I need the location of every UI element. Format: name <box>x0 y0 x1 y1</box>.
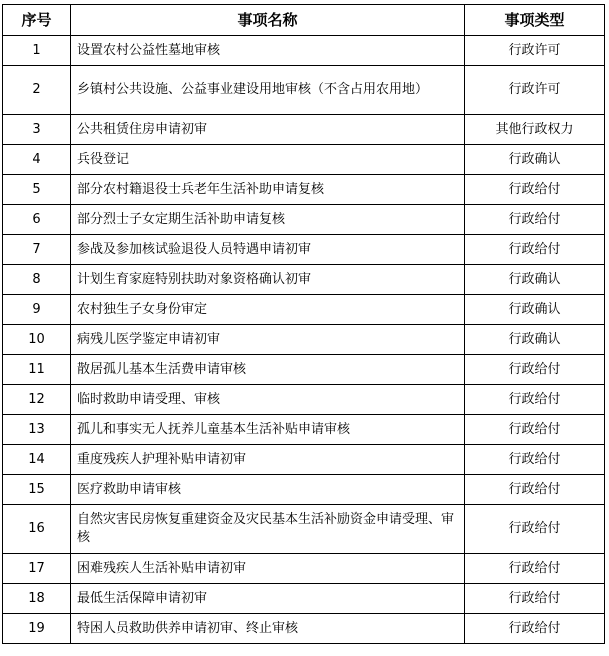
table-row <box>3 145 605 175</box>
row-type: 行政确认 <box>465 325 605 355</box>
row-name: 病残儿医学鉴定申请初审 <box>71 325 465 355</box>
table-row <box>3 235 605 265</box>
row-type: 行政确认 <box>465 295 605 325</box>
table-row <box>3 325 605 355</box>
row-name: 自然灾害民房恢复重建资金及灾民基本生活补励资金申请受理、审核 <box>71 505 465 554</box>
row-type: 行政给付 <box>465 505 605 554</box>
table-row <box>3 385 605 415</box>
row-name: 计划生育家庭特别扶助对象资格确认初审 <box>71 265 465 295</box>
row-name: 困难残疾人生活补贴申请初审 <box>71 554 465 584</box>
row-num: 8 <box>3 265 71 295</box>
row-name: 农村独生子女身份审定 <box>71 295 465 325</box>
row-num: 10 <box>3 325 71 355</box>
row-num: 2 <box>3 66 71 115</box>
row-type: 行政给付 <box>465 355 605 385</box>
row-num: 12 <box>3 385 71 415</box>
row-num: 14 <box>3 445 71 475</box>
table-row <box>3 115 605 145</box>
table-row <box>3 505 605 554</box>
row-type: 行政给付 <box>465 415 605 445</box>
row-num: 18 <box>3 584 71 614</box>
row-name: 孤儿和事实无人抚养儿童基本生活补贴申请审核 <box>71 415 465 445</box>
row-type: 行政给付 <box>465 175 605 205</box>
table-row <box>3 554 605 584</box>
row-num: 4 <box>3 145 71 175</box>
row-num: 19 <box>3 614 71 644</box>
row-name: 乡镇村公共设施、公益事业建设用地审核（不含占用农用地） <box>71 66 465 115</box>
table-row <box>3 445 605 475</box>
row-name: 兵役登记 <box>71 145 465 175</box>
matters-table <box>2 4 605 644</box>
row-name: 参战及参加核试验退役人员特遇申请初审 <box>71 235 465 265</box>
row-num: 7 <box>3 235 71 265</box>
header-type: 事项类型 <box>465 5 605 36</box>
table-row <box>3 66 605 115</box>
table-row <box>3 265 605 295</box>
table-row <box>3 475 605 505</box>
row-name: 临时救助申请受理、审核 <box>71 385 465 415</box>
row-type: 其他行政权力 <box>465 115 605 145</box>
row-num: 16 <box>3 505 71 554</box>
row-name: 部分烈士子女定期生活补助申请复核 <box>71 205 465 235</box>
row-name: 部分农村籍退役士兵老年生活补助申请复核 <box>71 175 465 205</box>
row-type: 行政许可 <box>465 66 605 115</box>
row-type: 行政给付 <box>465 614 605 644</box>
row-num: 9 <box>3 295 71 325</box>
row-num: 5 <box>3 175 71 205</box>
row-num: 1 <box>3 36 71 66</box>
row-num: 17 <box>3 554 71 584</box>
row-name: 散居孤儿基本生活费申请审核 <box>71 355 465 385</box>
row-type: 行政给付 <box>465 445 605 475</box>
table-row <box>3 295 605 325</box>
table-row <box>3 175 605 205</box>
row-num: 3 <box>3 115 71 145</box>
row-name: 设置农村公益性墓地审核 <box>71 36 465 66</box>
row-type: 行政确认 <box>465 265 605 295</box>
row-num: 15 <box>3 475 71 505</box>
table-row <box>3 205 605 235</box>
table-row <box>3 614 605 644</box>
row-name: 重度残疾人护理补贴申请初审 <box>71 445 465 475</box>
row-type: 行政给付 <box>465 584 605 614</box>
row-type: 行政给付 <box>465 235 605 265</box>
row-num: 11 <box>3 355 71 385</box>
table-row <box>3 584 605 614</box>
table-row <box>3 355 605 385</box>
table-row <box>3 415 605 445</box>
row-name: 医疗救助申请审核 <box>71 475 465 505</box>
row-type: 行政给付 <box>465 205 605 235</box>
header-name: 事项名称 <box>71 5 465 36</box>
header-num: 序号 <box>3 5 71 36</box>
row-name: 最低生活保障申请初审 <box>71 584 465 614</box>
row-num: 13 <box>3 415 71 445</box>
table-header-row <box>3 5 605 36</box>
row-type: 行政许可 <box>465 36 605 66</box>
row-type: 行政给付 <box>465 475 605 505</box>
row-type: 行政给付 <box>465 554 605 584</box>
row-num: 6 <box>3 205 71 235</box>
row-name: 特困人员救助供养申请初审、终止审核 <box>71 614 465 644</box>
row-type: 行政给付 <box>465 385 605 415</box>
table-row <box>3 36 605 66</box>
row-name: 公共租赁住房申请初审 <box>71 115 465 145</box>
row-type: 行政确认 <box>465 145 605 175</box>
